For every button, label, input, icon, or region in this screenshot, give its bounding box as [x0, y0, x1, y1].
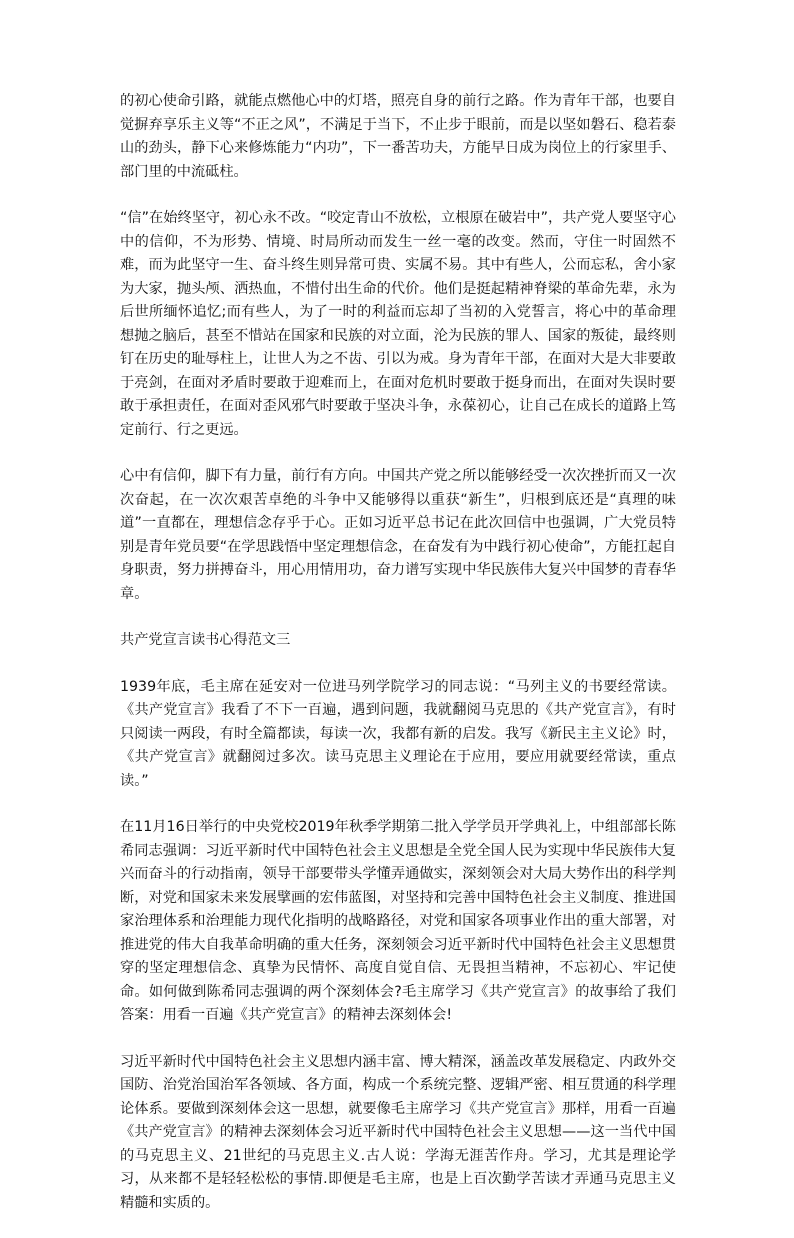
section-title: 共产党宣言读书心得范文三: [120, 632, 291, 648]
paragraph: 1939年底，毛主席在延安对一位进马列学院学习的同志说：“马列主义的书要经常读。《共产党宣言》我看了不下一百遍，遇到问题，我就翻阅马克思的《共产党宣言》，有时只阅读一两段，有时全篇都读，每读一次，我都有新的启发。我写《新民主主义论》时，《共产党宣言》就翻阅过多次。读马克思主义理论在于应用，要应用就要经常读，重点读。”: [120, 678, 676, 789]
paragraph: 在11月16日举行的中央党校2019年秋季学期第二批入学学员开学典礼上，中组部部长陈希同志强调：习近平新时代中国特色社会主义思想是全党全国人民为实现中华民族伟大复兴而奋斗的行动指南，领导干部要带头学懂弄通做实，深刻领会对大局大势作出的科学判断，对党和国家未来发展擘画的宏伟蓝图，对坚持和完善中国特色社会主义制度、推进国家治理体系和治理能力现代化指明的战略路径，对党和国家各项事业作出的重大部署，对推进党的伟大自我革命明确的重大任务，深刻领会习近平新时代中国特色社会主义思想贯穿的坚定理想信念、真挚为民情怀、高度自觉自信、无畏担当精神，不忘初心、牢记使命。如何做到陈希同志强调的两个深刻体会?毛主席学习《共产党宣言》的故事给了我们答案：用看一百遍《共产党宣言》的精神去深刻体会!: [120, 819, 676, 1023]
paragraph: 习近平新时代中国特色社会主义思想内涵丰富、博大精深，涵盖改革发展稳定、内政外交国防、治党治国治军各领域、各方面，构成一个系统完整、逻辑严密、相互贯通的科学理论体系。要做到深刻体会这一思想，就要像毛主席学习《共产党宣言》那样，用看一百遍《共产党宣言》的精神去深刻体会习近平新时代中国特色社会主义思想——这一当代中国的马克思主义、21世纪的马克思主义.古人说：学海无涯苦作舟。学习，尤其是理论学习，从来都不是轻轻松松的事情.即便是毛主席，也是上百次勤学苦读才弄通马克思主义精髓和实质的。: [120, 1053, 676, 1211]
document-body: [120, 90, 676, 1238]
paragraph: “信”在始终坚守，初心永不改。“咬定青山不放松，立根原在破岩中”，共产党人要坚守心中的信仰，不为形势、情境、时局所动而发生一丝一毫的改变。然而，守住一时固然不难，而为此坚守一生、奋斗终生则异常可贵、实属不易。其中有些人，公而忘私，舍小家为大家，抛头颅、洒热血，不惜付出生命的代价。他们是挺起精神脊梁的革命先辈，永为后世所缅怀追忆;而有些人，为了一时的利益而忘却了当初的入党誓言，将心中的革命理想抛之脑后，甚至不惜站在国家和民族的对立面，沦为民族的罪人、国家的叛徒，最终则钉在历史的耻辱柱上，让世人为之不齿、引以为戒。身为青年干部，在面对大是大非要敢于亮剑，在面对矛盾时要敢于迎难而上，在面对危机时要敢于挺身而出，在面对失误时要敢于承担责任，在面对歪风邪气时要敢于坚决斗争，永葆初心，让自己在成长的道路上笃定前行、行之更远。: [120, 210, 676, 438]
paragraph: 的初心使命引路，就能点燃他心中的灯塔，照亮自身的前行之路。作为青年干部，也要自觉摒弃享乐主义等“不正之风”，不满足于当下，不止步于眼前，而是以坚如磐石、稳若泰山的劲头，静下心来修炼能力“内功”，下一番苦功夫，方能早日成为岗位上的行家里手、部门里的中流砥柱。: [120, 93, 676, 180]
paragraph: 心中有信仰，脚下有力量，前行有方向。中国共产党之所以能够经受一次次挫折而又一次次奋起，在一次次艰苦卓绝的斗争中又能够得以重获“新生”，归根到底还是“真理的味道”一直都在，理想信念存乎于心。正如习近平总书记在此次回信中也强调，广大党员特别是青年党员要“在学思践悟中坚定理想信念，在奋发有为中践行初心使命”，方能扛起自身职责，努力拼搏奋斗，用心用情用功，奋力谱写实现中华民族伟大复兴中国梦的青春华章。: [120, 468, 676, 602]
